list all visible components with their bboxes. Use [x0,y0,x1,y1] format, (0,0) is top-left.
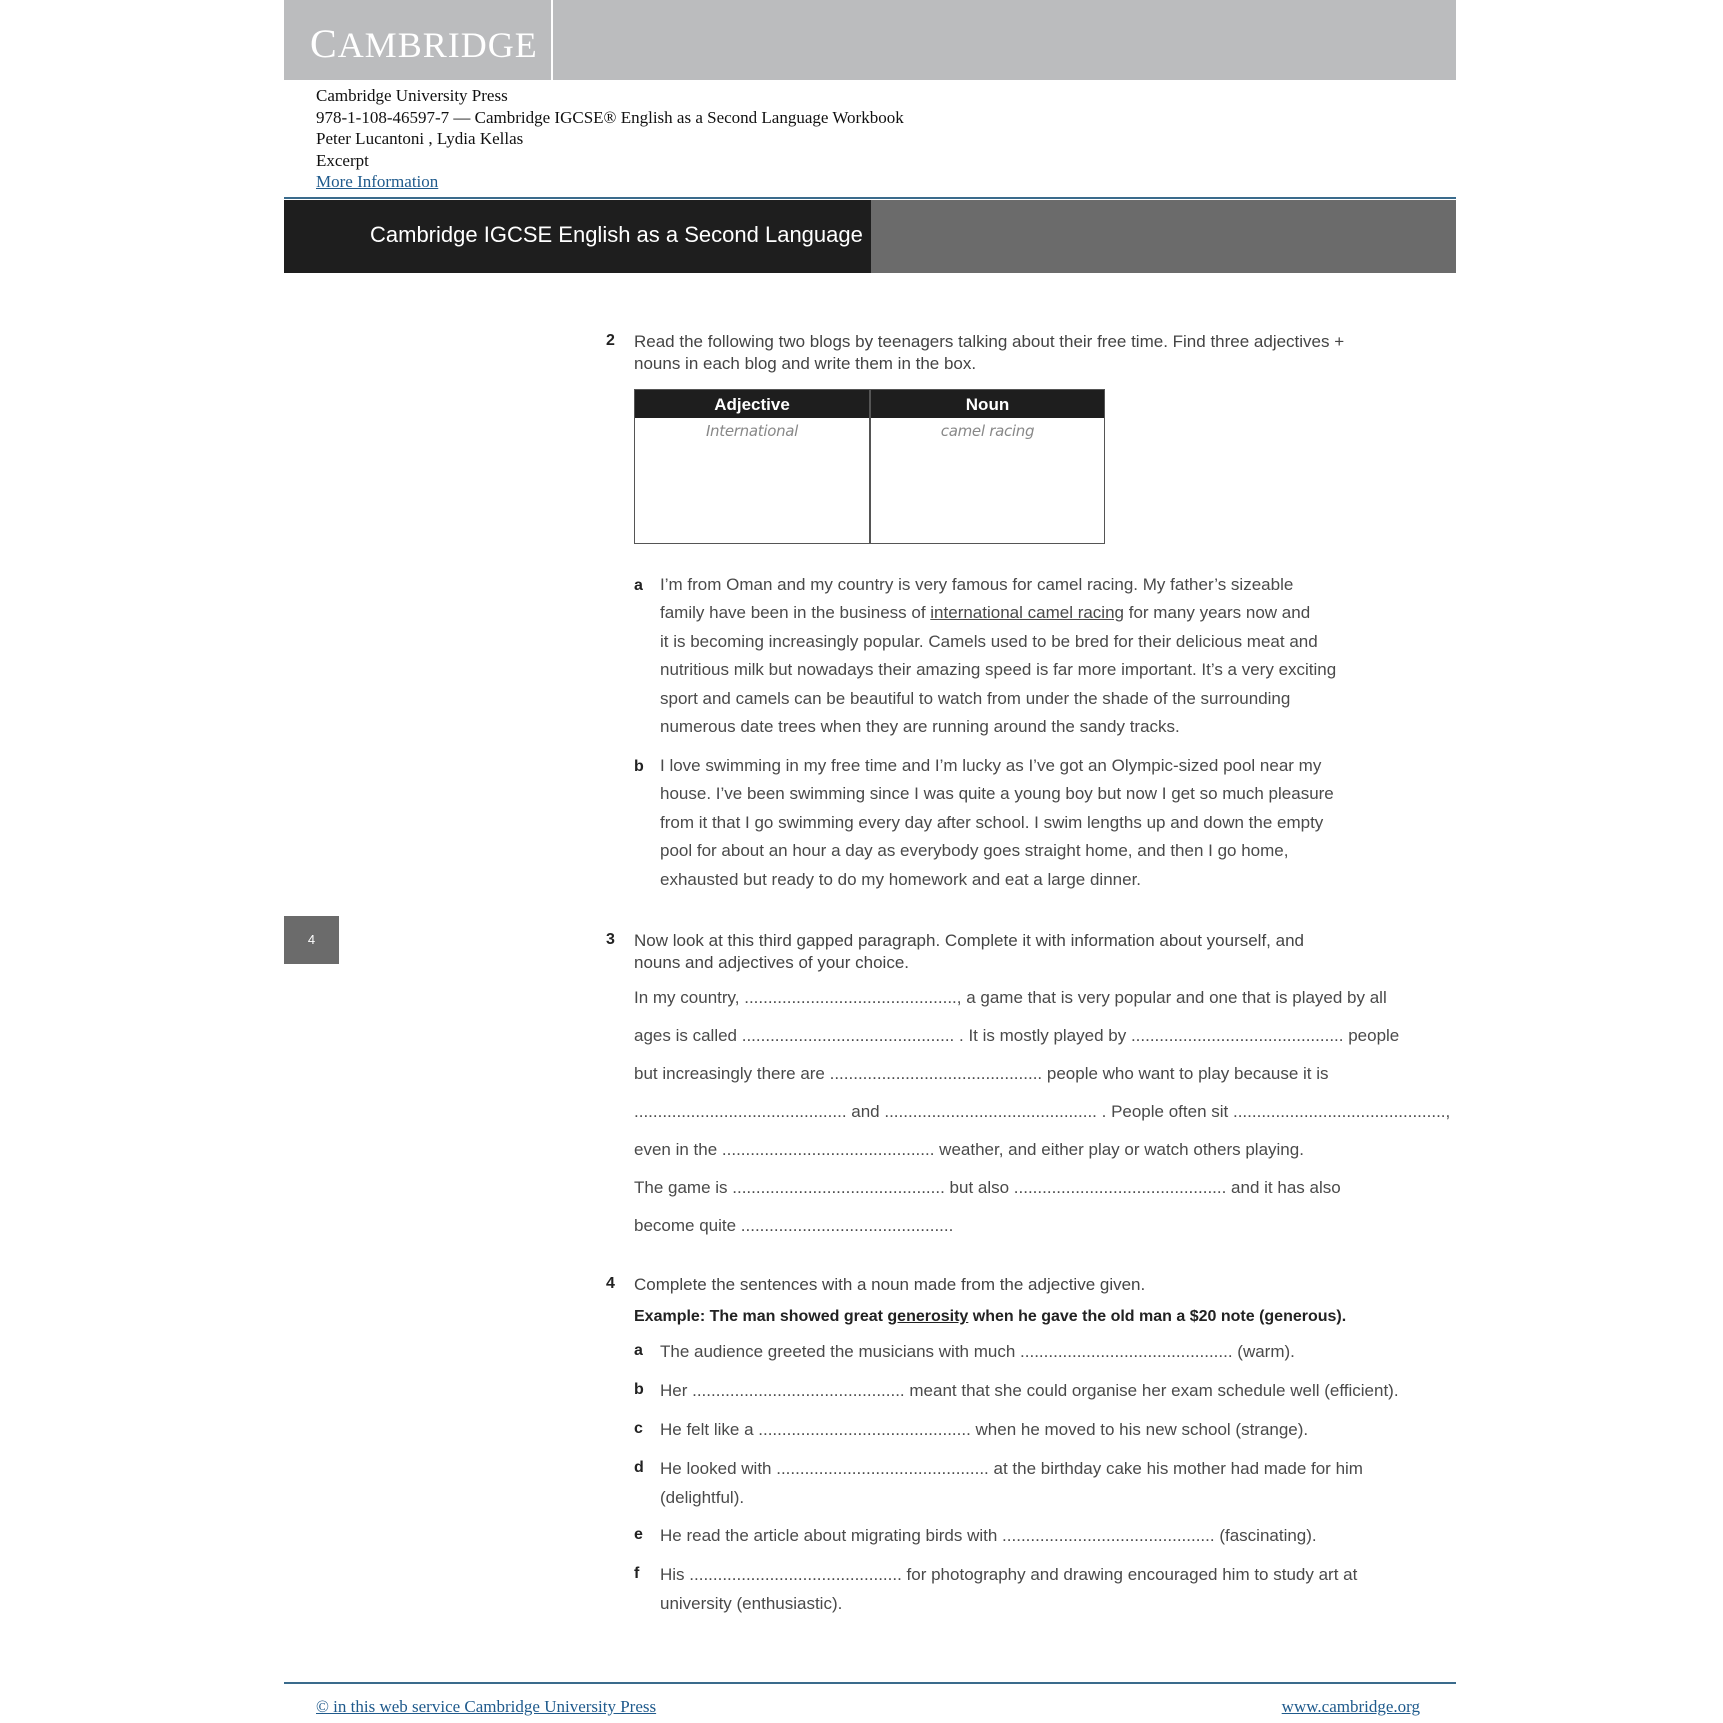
title-band [284,200,1456,273]
question-2-number: 2 [606,332,615,349]
gapped-line: but increasingly there are ............................................. people who want to play because it is [634,1064,1329,1083]
gapped-line: ............................................. and ............................................. . People often sit ............................................., [634,1102,1451,1121]
q4-item-text: The audience greeted the musicians with much ............................................. (warm). [660,1342,1295,1361]
gapped-line: even in the ............................................. weather, and either play or watch others playing. [634,1140,1304,1159]
blog-a-line-part: family have been in the business of [660,603,931,623]
adjective-noun-table [634,389,1105,544]
header-noun: Noun [965,395,1010,414]
blog-a-text [660,571,1336,741]
page-number-tab: 4 [284,916,339,964]
q4-item-label: b [634,1381,644,1398]
blog-a-line: sport and camels can be beautiful to watch from under the shade of the surrounding [660,688,1291,708]
book-metadata [316,85,904,193]
gapped-line: In my country, ............................................., a game that is very popular and one that is played by all [634,988,1387,1007]
book-title: Cambridge IGCSE English as a Second Language [370,222,863,247]
q4-item-label: f [634,1565,640,1582]
q4-item-text: He read the article about migrating birds with ............................................. (fascinating). [660,1526,1317,1545]
example-noun-cell: camel racing [940,422,1035,440]
website-link[interactable]: www.cambridge.org [1281,1697,1420,1716]
excerpt-label: Excerpt [316,150,369,170]
q4-item-text: His ............................................. for photography and drawing encouraged him to study art at [660,1565,1358,1584]
question-4-instruction: Complete the sentences with a noun made from the adjective given. [634,1275,1146,1294]
isbn-title: 978-1-108-46597-7 — Cambridge IGCSE® English as a Second Language Workbook [316,107,904,127]
q2-instruction-line: nouns in each blog and write them in the box. [634,354,977,373]
example-underlined-word: generosity [887,1308,969,1325]
question-4-example [634,1308,1346,1326]
blog-b-text [660,752,1334,894]
table-column-divider [869,390,871,543]
gapped-line: become quite ............................................. [634,1216,954,1235]
blog-a-line: it is becoming increasingly popular. Camels used to be bred for their delicious meat and [660,631,1318,651]
question-4-number: 4 [606,1275,615,1292]
logo-initial: C [310,21,338,66]
footer-divider [284,1682,1456,1684]
title-dark-block [284,200,871,273]
blog-a-line: nutritious milk but nowadays their amazing speed is far more important. It’s a very exciting [660,660,1337,680]
question-3-instruction [634,930,1304,974]
q3-instruction-line: Now look at this third gapped paragraph. Complete it with information about yourself, and [634,931,1304,950]
q4-item-label: e [634,1526,643,1543]
example-part: when he gave the old man a $20 note (generous). [968,1308,1347,1325]
example-adjective-cell: International [705,422,799,440]
header-adjective: Adjective [714,395,790,414]
gapped-line: The game is ............................................. but also ............................................. and it has also [634,1178,1341,1197]
more-information-link[interactable]: More Information [316,172,439,191]
blog-b-line: I love swimming in my free time and I’m lucky as I’ve got an Olympic-sized pool near my [660,756,1322,775]
q3-instruction-line: nouns and adjectives of your choice. [634,953,910,972]
cambridge-logo [310,20,538,67]
q4-item-label: d [634,1459,644,1476]
q4-item-text-cont: university (enthusiastic). [660,1594,843,1613]
authors: Peter Lucantoni , Lydia Kellas [316,129,524,148]
blog-b-line: house. I’ve been swimming since I was quite a young boy but now I get so much pleasure [660,784,1334,804]
q4-item-text: He felt like a ............................................. when he moved to his new school (strange). [660,1420,1309,1439]
q2-instruction-line: Read the following two blogs by teenagers talking about their free time. Find three adjectives + [634,332,1345,351]
example-part: Example: The man showed great [634,1308,888,1325]
underlined-example-phrase: international camel racing [930,603,1124,623]
blog-a-line [660,599,1336,627]
question-3-number: 3 [606,931,615,948]
q4-item-label: c [634,1420,643,1437]
q4-item-text: Her ............................................. meant that she could organise her exam schedule well (efficient). [660,1381,1399,1400]
q4-item-label: a [634,1342,643,1359]
q4-item-text-cont: (delightful). [660,1488,745,1507]
logo-rest: AMBRIDGE [337,25,538,65]
blog-a-label: a [634,577,643,594]
publisher: Cambridge University Press [316,86,508,105]
q4-item-text: He looked with ............................................. at the birthday cake his mother had made for him [660,1459,1363,1478]
blog-b-line: pool for about an hour a day as everybody goes straight home, and then I go home, [660,841,1289,861]
blog-b-label: b [634,758,644,775]
brand-logo-box [284,0,553,80]
header-divider [284,197,1456,199]
question-2-instruction [634,331,1344,375]
brand-band [284,0,1456,80]
blog-a-line: I’m from Oman and my country is very famous for camel racing. My father’s sizeable [660,575,1294,594]
blog-a-line-part: for many years now and [1124,603,1311,623]
blog-a-line: numerous date trees when they are running around the sandy tracks. [660,717,1180,737]
copyright-link[interactable]: © in this web service Cambridge University Press [316,1697,657,1716]
blog-b-line: from it that I go swimming every day after school. I swim lengths up and down the empty [660,812,1324,832]
blog-b-line: exhausted but ready to do my homework and eat a large dinner. [660,869,1142,889]
document-page [284,0,1456,1723]
gapped-line: ages is called ............................................. . It is mostly played by ............................................. people [634,1026,1400,1045]
